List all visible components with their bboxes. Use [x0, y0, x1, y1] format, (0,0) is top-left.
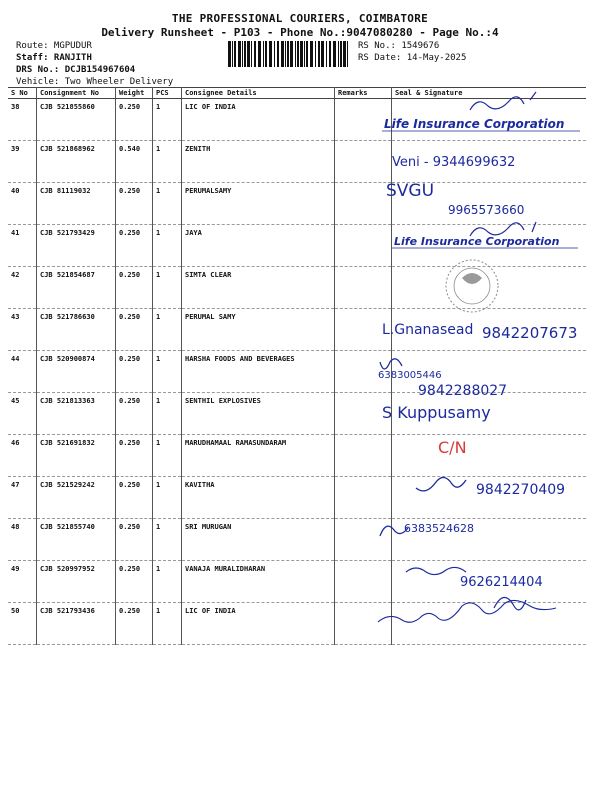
consignee-cell: HARSHA FOODS AND BEVERAGES	[182, 351, 335, 393]
runsheet-info-left	[16, 40, 173, 88]
sno-cell: 46	[8, 435, 37, 477]
svg-text:Life Insurance Corporation: Life Insurance Corporation	[384, 117, 565, 131]
pcs-cell: 1	[153, 141, 182, 183]
remarks-cell	[335, 603, 392, 645]
weight-cell: 0.540	[116, 141, 153, 183]
sno-cell: 43	[8, 309, 37, 351]
sno-cell: 38	[8, 99, 37, 141]
signature-45-phone: 9842288027	[418, 383, 508, 399]
barcode-bar	[242, 41, 243, 67]
consignment-cell: CJB 521786630	[37, 309, 116, 351]
sno-cell: 49	[8, 561, 37, 603]
barcode-bar	[338, 41, 339, 67]
sno-cell: 44	[8, 351, 37, 393]
barcode-bar	[228, 41, 231, 67]
signature-40-phone: 9965573660	[448, 203, 525, 217]
col-remarks: Remarks	[335, 88, 392, 99]
barcode-bar	[333, 41, 336, 67]
consignment-cell: CJB 520997952	[37, 561, 116, 603]
signature-cell	[392, 519, 587, 561]
weight-cell: 0.250	[116, 267, 153, 309]
consignee-cell: PERUMALSAMY	[182, 183, 335, 225]
signature-cell	[392, 267, 587, 309]
consignment-cell: CJB 521855860	[37, 99, 116, 141]
barcode-bar	[287, 41, 289, 67]
weight-cell: 0.250	[116, 603, 153, 645]
pcs-cell: 1	[153, 393, 182, 435]
barcode-bar	[310, 41, 313, 67]
consignee-cell: JAYA	[182, 225, 335, 267]
sno-cell: 39	[8, 141, 37, 183]
barcode-bar	[285, 41, 286, 67]
table-row	[8, 267, 586, 309]
weight-cell: 0.250	[116, 393, 153, 435]
weight-cell: 0.250	[116, 561, 153, 603]
signature-cell	[392, 393, 587, 435]
remarks-cell	[335, 99, 392, 141]
barcode-bar	[277, 41, 279, 67]
staff-label: Staff: RANJITH	[16, 53, 92, 63]
pcs-cell: 1	[153, 519, 182, 561]
pcs-cell: 1	[153, 309, 182, 351]
table-row	[8, 99, 586, 141]
svg-text:9842270409: 9842270409	[476, 482, 566, 498]
signature-cell	[392, 477, 587, 519]
pcs-cell: 1	[153, 435, 182, 477]
barcode-bar	[315, 41, 316, 67]
barcode-bar	[318, 41, 320, 67]
weight-cell: 0.250	[116, 435, 153, 477]
remarks-cell	[335, 477, 392, 519]
signature-39: Veni - 9344699632	[392, 155, 516, 170]
runsheet-subtitle: Delivery Runsheet - P103 - Phone No.:9047080280 - Page No.:4	[101, 26, 499, 39]
remarks-cell	[335, 267, 392, 309]
consignment-cell: CJB 520900874	[37, 351, 116, 393]
consignee-cell: SRI MURUGAN	[182, 519, 335, 561]
weight-cell: 0.250	[116, 351, 153, 393]
table-row	[8, 561, 586, 603]
pcs-cell: 1	[153, 99, 182, 141]
signature-40-name: SVGU	[386, 181, 435, 201]
barcode-bar	[297, 41, 299, 67]
consignee-cell: PERUMAL SAMY	[182, 309, 335, 351]
svg-text:Life Insurance Corporation: Life Insurance Corporation	[394, 235, 560, 248]
consignee-cell: KAVITHA	[182, 477, 335, 519]
sno-cell: 41	[8, 225, 37, 267]
barcode-bar	[258, 41, 261, 67]
remarks-cell	[335, 225, 392, 267]
signature-cell	[392, 141, 587, 183]
signature-cell	[392, 183, 587, 225]
barcode-bar	[329, 41, 331, 67]
pcs-cell: 1	[153, 267, 182, 309]
barcode-bar	[251, 41, 252, 67]
barcode-bar	[321, 41, 324, 67]
remarks-cell	[335, 435, 392, 477]
barcode-bar	[343, 41, 346, 67]
weight-cell: 0.250	[116, 519, 153, 561]
route-label: Route: MGPUDUR	[16, 41, 92, 51]
consignee-cell: VANAJA MURALIDHARAN	[182, 561, 335, 603]
svg-text:9626214404: 9626214404	[460, 575, 543, 590]
remarks-cell	[335, 309, 392, 351]
rs-date: RS Date: 14-May-2025	[358, 53, 467, 63]
consignment-cell: CJB 521793429	[37, 225, 116, 267]
consignee-cell: SIMTA CLEAR	[182, 267, 335, 309]
barcode-bar	[290, 41, 293, 67]
table-row	[8, 519, 586, 561]
table-row	[8, 477, 586, 519]
runsheet-info-right	[358, 40, 466, 64]
drs-number: DRS No.: DCJB154967604	[16, 65, 136, 75]
table-header-row	[8, 88, 586, 99]
pcs-cell: 1	[153, 561, 182, 603]
consignee-cell: LIC OF INDIA	[182, 99, 335, 141]
signature-cell	[392, 603, 587, 645]
signature-cell	[392, 351, 587, 393]
weight-cell: 0.250	[116, 309, 153, 351]
signature-cell	[392, 561, 587, 603]
table-row	[8, 225, 586, 267]
barcode-bar	[281, 41, 284, 67]
signature-cell	[392, 225, 587, 267]
barcode-bar	[254, 41, 256, 67]
barcode-bar	[304, 41, 305, 67]
barcode-bar	[347, 41, 348, 67]
consignee-cell: ZENITH	[182, 141, 335, 183]
remarks-cell	[335, 519, 392, 561]
svg-text:6383005446: 6383005446	[378, 370, 442, 381]
sno-cell: 42	[8, 267, 37, 309]
col-consignee: Consignee Details	[182, 88, 335, 99]
consignment-cell: CJB 521868962	[37, 141, 116, 183]
barcode-bar	[234, 41, 236, 67]
table-row	[8, 603, 586, 645]
col-consignment: Consignment No	[37, 88, 116, 99]
rs-number: RS No.: 1549676	[358, 41, 440, 51]
signature-43-name: L.Gnanasead	[382, 322, 474, 338]
weight-cell: 0.250	[116, 477, 153, 519]
sno-cell: 45	[8, 393, 37, 435]
table-row	[8, 351, 586, 393]
signature-cell	[392, 309, 587, 351]
col-weight: Weight	[116, 88, 153, 99]
barcode-bar	[247, 41, 250, 67]
signature-cell	[392, 99, 587, 141]
company-title: THE PROFESSIONAL COURIERS, COIMBATORE	[171, 12, 429, 25]
remarks-cell	[335, 393, 392, 435]
col-signature: Seal & Signature	[392, 88, 587, 99]
table-row	[8, 435, 586, 477]
svg-text:6383524628: 6383524628	[404, 522, 474, 535]
signature-cell	[392, 435, 587, 477]
signature-43-phone: 9842207673	[482, 324, 578, 342]
consignment-cell: CJB 521855740	[37, 519, 116, 561]
barcode-bar	[326, 41, 327, 67]
remarks-cell	[335, 183, 392, 225]
remarks-cell	[335, 561, 392, 603]
consignee-cell: LIC OF INDIA	[182, 603, 335, 645]
pcs-cell: 1	[153, 603, 182, 645]
col-pcs: PCS	[153, 88, 182, 99]
pcs-cell: 1	[153, 183, 182, 225]
weight-cell: 0.250	[116, 183, 153, 225]
weight-cell: 0.250	[116, 225, 153, 267]
consignment-cell: CJB 521793436	[37, 603, 116, 645]
weight-cell: 0.250	[116, 99, 153, 141]
table-row	[8, 309, 586, 351]
consignment-cell: CJB 521854687	[37, 267, 116, 309]
consignment-cell: CJB 521813363	[37, 393, 116, 435]
consignment-cell: CJB 521691832	[37, 435, 116, 477]
barcode-bar	[300, 41, 303, 67]
consignee-cell: MARUDHAMAAL RAMASUNDARAM	[182, 435, 335, 477]
cn-remark-mark: C/N	[438, 438, 467, 457]
barcode-bar	[269, 41, 272, 67]
barcode-bar	[306, 41, 308, 67]
consignee-cell: SENTHIL EXPLOSIVES	[182, 393, 335, 435]
barcode-bar	[244, 41, 246, 67]
delivery-table	[8, 87, 586, 645]
barcode-bar	[340, 41, 342, 67]
table-row	[8, 393, 586, 435]
sno-cell: 50	[8, 603, 37, 645]
barcode-bar	[265, 41, 267, 67]
col-sno: S No	[8, 88, 37, 99]
barcode-bar	[295, 41, 296, 67]
barcode-image	[228, 41, 352, 67]
barcode-bar	[263, 41, 264, 67]
signature-45-name: S Kuppusamy	[382, 403, 491, 422]
barcode-bar	[238, 41, 241, 67]
sno-cell: 48	[8, 519, 37, 561]
pcs-cell: 1	[153, 477, 182, 519]
table-row	[8, 183, 586, 225]
remarks-cell	[335, 141, 392, 183]
table-row	[8, 141, 586, 183]
pcs-cell: 1	[153, 225, 182, 267]
pcs-cell: 1	[153, 351, 182, 393]
remarks-cell	[335, 351, 392, 393]
consignment-cell: CJB 81119032	[37, 183, 116, 225]
barcode-bar	[274, 41, 275, 67]
vehicle-label: Vehicle: Two Wheeler Delivery	[16, 77, 174, 87]
sno-cell: 47	[8, 477, 37, 519]
consignment-cell: CJB 521529242	[37, 477, 116, 519]
sno-cell: 40	[8, 183, 37, 225]
barcode-bar	[232, 41, 233, 67]
